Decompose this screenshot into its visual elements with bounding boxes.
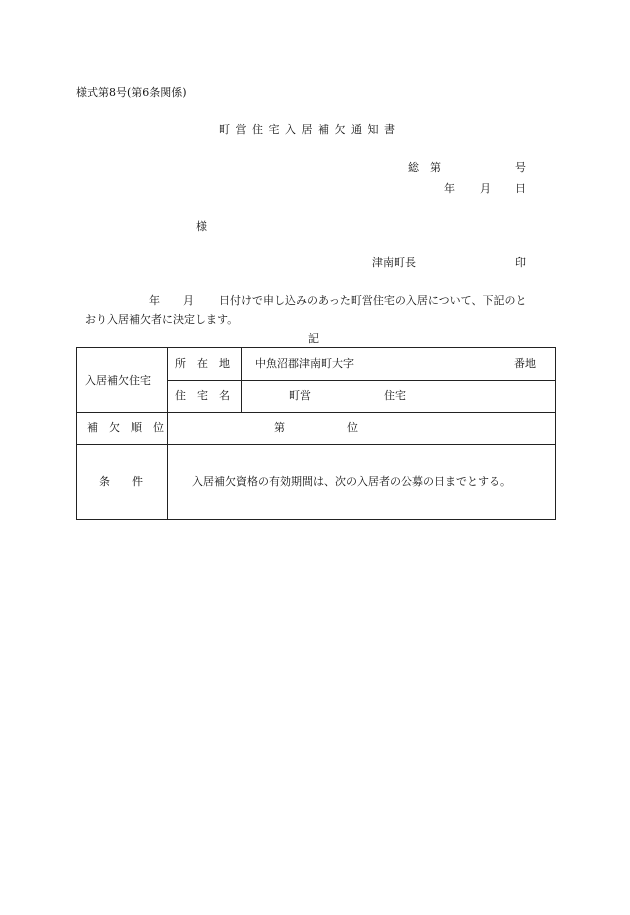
date-day: 日 <box>515 182 526 195</box>
condition-value: 入居補欠資格の有効期間は、次の入居者の公募の日までとする。 <box>192 475 511 488</box>
body-month: 月 <box>183 294 194 307</box>
divider-row3 <box>77 444 555 445</box>
housing-name-suffix: 住宅 <box>384 389 406 402</box>
location-suffix: 番地 <box>514 357 536 370</box>
doc-number-suffix: 号 <box>515 161 526 174</box>
divider-row2 <box>77 412 555 413</box>
doc-number-prefix: 総 第 <box>408 161 441 174</box>
document-title: 町 営 住 宅 入 居 補 欠 通 知 書 <box>219 123 396 136</box>
divider-row1 <box>167 380 555 381</box>
location-value: 中魚沼郡津南町大字 <box>255 357 354 370</box>
body-year: 年 <box>149 294 160 307</box>
body-line-1: 日付けで申し込みのあった町営住宅の入居について、下記のと <box>219 294 527 307</box>
housing-name-prefix: 町営 <box>289 389 311 402</box>
rank-suffix: 位 <box>347 421 358 434</box>
rank-label: 補 欠 順 位 <box>87 421 164 434</box>
condition-label: 条 件 <box>99 475 143 488</box>
housing-table <box>76 347 556 520</box>
divider-col1 <box>167 348 168 519</box>
date-year: 年 <box>444 182 455 195</box>
rank-prefix: 第 <box>274 421 285 434</box>
housing-header: 入居補欠住宅 <box>85 374 151 387</box>
ki-heading: 記 <box>308 332 319 345</box>
form-label: 様式第8号(第6条関係) <box>76 86 187 99</box>
issuer-name: 津南町長 <box>372 256 416 269</box>
issuer-seal: 印 <box>515 256 526 269</box>
body-line-2: おり入居補欠者に決定します。 <box>85 313 239 326</box>
date-month: 月 <box>480 182 491 195</box>
addressee-suffix: 様 <box>196 220 207 233</box>
housing-name-label: 住 宅 名 <box>175 389 230 402</box>
location-label: 所 在 地 <box>175 357 230 370</box>
